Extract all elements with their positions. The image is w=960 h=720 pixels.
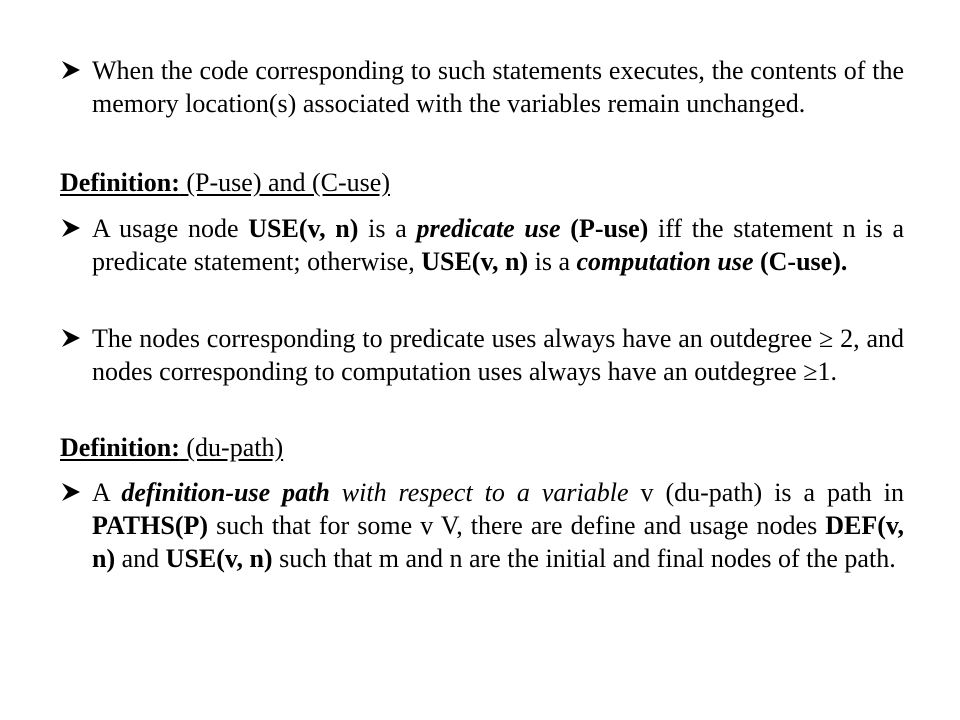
text-span: A usage node	[92, 214, 249, 243]
bold-term: (P-use)	[570, 214, 649, 243]
bullet-du-path-definition	[60, 476, 904, 575]
bullet-text	[92, 322, 904, 388]
text-span: such that for some v V, there are define and usage nodes	[208, 511, 826, 540]
bold-term: DEF(v, n)	[92, 511, 904, 573]
arrow-bullet-icon	[60, 59, 82, 81]
bullet-text-span: When the code corresponding to such statements executes, the contents of the memory location(s) associated with the variables remain unchanged.	[92, 56, 904, 118]
arrow-bullet-icon	[60, 327, 82, 349]
text-span: is a	[528, 247, 577, 276]
text-span: such that m and n are the initial and final nodes of the path.	[272, 544, 896, 573]
text-span: and	[115, 544, 166, 573]
definition-heading-puse-cuse	[60, 166, 390, 199]
bullet-outdegree	[60, 322, 904, 388]
bullet-usage-node	[60, 212, 904, 278]
bullet-text	[92, 212, 904, 278]
bullet-text-span: The nodes corresponding to predicate uses always have an outdegree ≥ 2, and nodes corresponding to computation uses always have an outdegree ≥1.	[92, 324, 904, 386]
bold-term: (C-use).	[760, 247, 848, 276]
text-span	[561, 214, 571, 243]
bullet-memory-unchanged	[60, 54, 904, 120]
definition-label: Definition:	[60, 168, 180, 197]
bold-italic-term: definition-use path	[121, 478, 330, 507]
definition-heading-du-path	[60, 431, 283, 464]
bold-term: USE(v, n)	[165, 544, 273, 573]
text-span: A	[92, 478, 122, 507]
text-span: is a	[358, 214, 417, 243]
italic-text: with respect to a variable	[329, 478, 629, 507]
arrow-bullet-icon	[60, 481, 82, 503]
definition-topic: (P-use) and (C-use)	[179, 168, 390, 197]
text-span: iff the statement n is a predicate statement; otherwise,	[92, 214, 905, 276]
arrow-bullet-icon	[60, 217, 82, 239]
bold-italic-term: computation use	[576, 247, 754, 276]
definition-topic: (du-path)	[179, 433, 284, 462]
bold-term: PATHS(P)	[92, 511, 209, 540]
bullet-text	[92, 54, 904, 120]
bold-term: USE(v, n)	[248, 214, 359, 243]
text-span: v (du-path) is a path in	[628, 478, 905, 507]
definition-label: Definition:	[60, 433, 180, 462]
bullet-text	[92, 476, 904, 575]
bold-italic-term: predicate use	[416, 214, 561, 243]
bold-term: USE(v, n)	[421, 247, 529, 276]
